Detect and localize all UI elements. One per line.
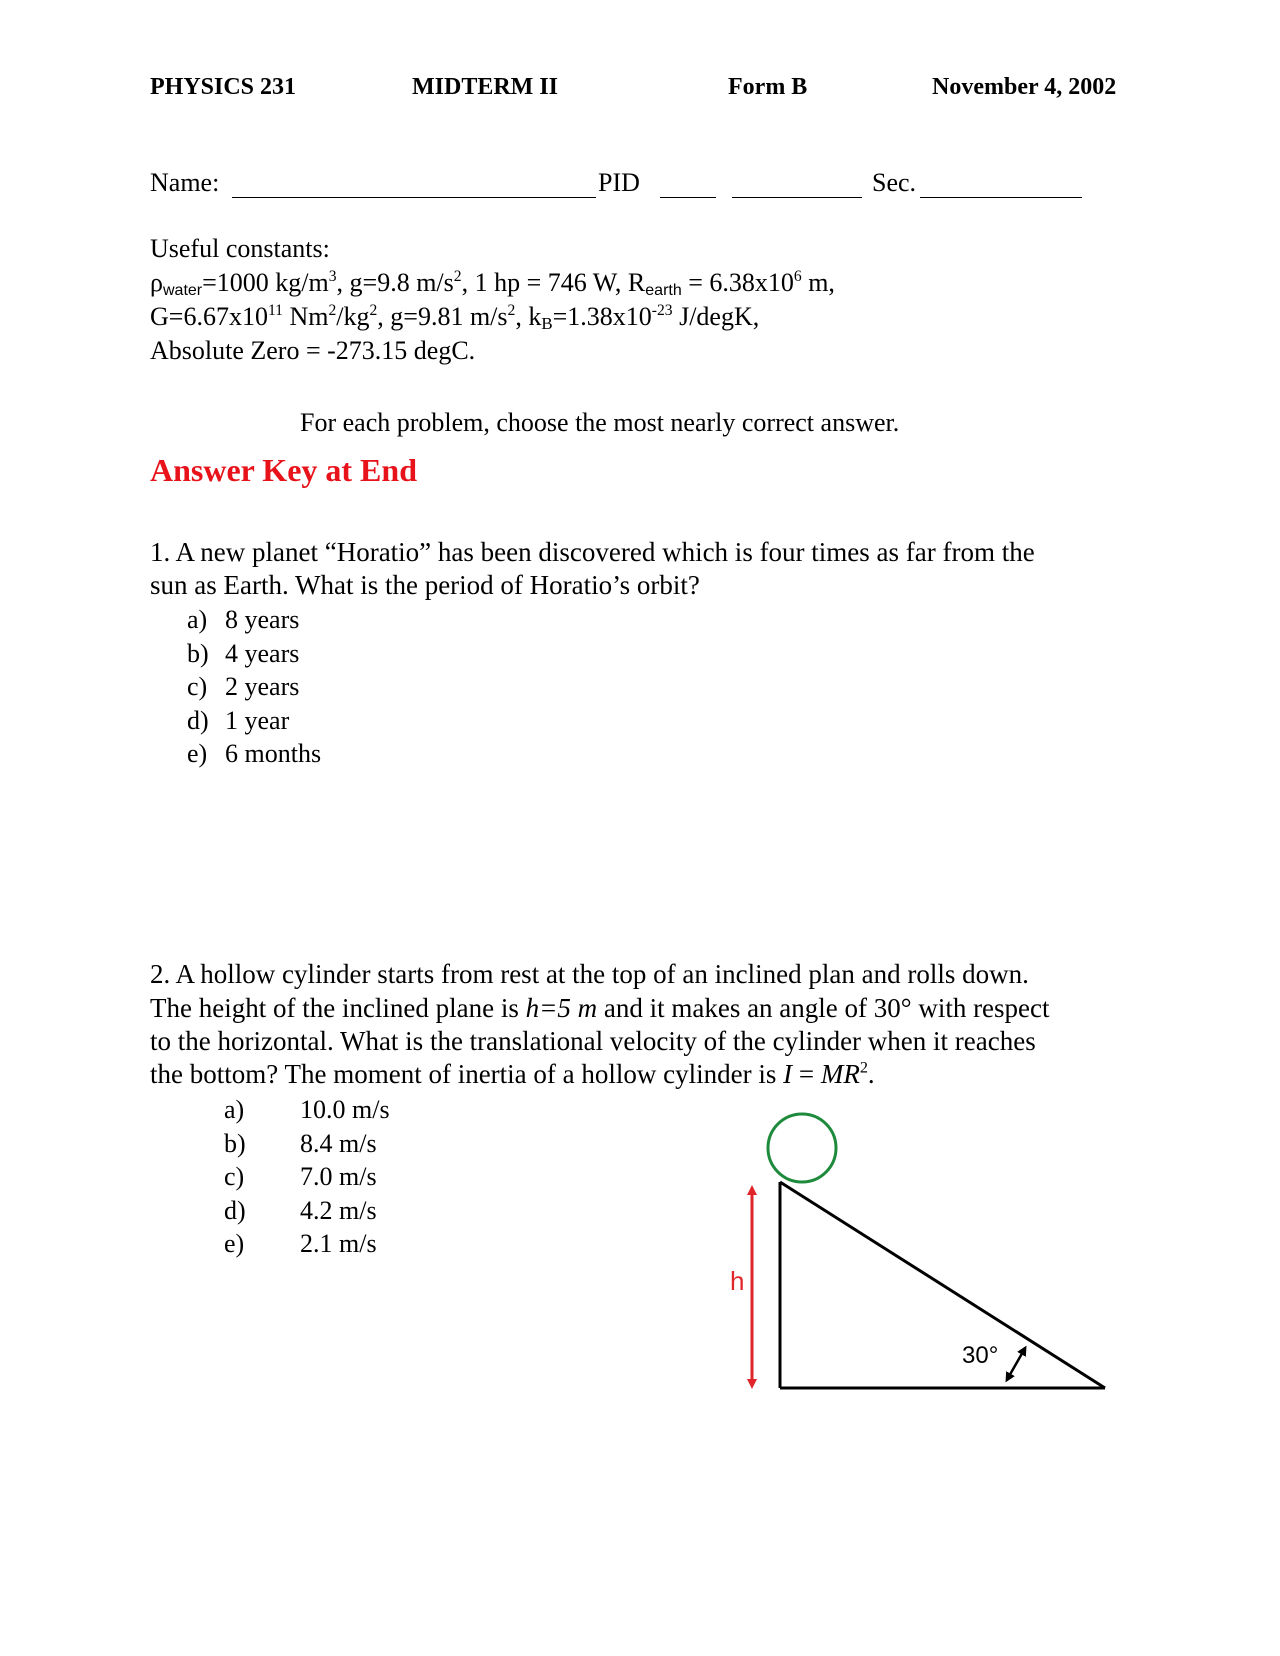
angle-label: 30° (962, 1342, 999, 1369)
q1-text-line-1: 1. A new planet “Horatio” has been discovered which is four times as far from the (150, 537, 1035, 567)
q2-option-list (224, 1093, 390, 1261)
name-label: Name: (150, 168, 220, 197)
q1-text-line-2: sun as Earth. What is the period of Horatio’s orbit? (150, 570, 700, 600)
q2-option-d[interactable]: d) 4.2 m/s (224, 1195, 377, 1225)
q1-option-a[interactable]: a) 8 years (187, 605, 300, 634)
pid-field-part2[interactable] (732, 197, 862, 198)
exam-date: November 4, 2002 (932, 74, 1117, 100)
constants-heading: Useful constants: (150, 234, 330, 263)
constants-line-1: $\rho_{water}=1000$ $kg/m^3$, g=9.8 $m/s^2$, 1 hp = 746 W, $R_{earth} = 6.38x10^6$ m, (150, 267, 835, 299)
q1-option-e[interactable]: e) 6 months (187, 739, 322, 768)
sec-field[interactable] (920, 197, 1082, 198)
q2-text-line-4: the bottom? The moment of inertia of a hollow cylinder is $I = MR^2$. (150, 1058, 875, 1089)
q2-option-a[interactable]: a) 10.0 m/s (224, 1095, 390, 1124)
q1-option-d[interactable]: d) 1 year (187, 705, 290, 735)
name-field[interactable] (232, 197, 596, 198)
sec-label: Sec. (872, 168, 917, 197)
q1-option-list (187, 603, 321, 771)
height-label: h (730, 1266, 745, 1296)
constants-line-3: Absolute Zero = -273.15 degC. (150, 336, 476, 365)
incline-diagram (700, 1110, 1120, 1400)
q2-text-line-1: 2. A hollow cylinder starts from rest at the top of an inclined plan and rolls down. (150, 959, 1029, 989)
incline-triangle (780, 1182, 1105, 1388)
hollow-cylinder (768, 1114, 836, 1182)
q2-option-c[interactable]: c) 7.0 m/s (224, 1162, 377, 1191)
course-title: PHYSICS 231 (150, 74, 297, 100)
q2-text-line-3: to the horizontal. What is the translational velocity of the cylinder when it reaches (150, 1026, 1036, 1056)
pid-field-part1[interactable] (660, 197, 716, 198)
exam-form: Form B (728, 74, 808, 100)
pid-label: PID (598, 168, 640, 197)
q2-text-line-2: The height of the inclined plane is h=5 m and it makes an angle of 30° with respect (150, 993, 1050, 1023)
answer-key-note: Answer Key at End (150, 452, 417, 488)
instructions: For each problem, choose the most nearly correct answer. (300, 408, 900, 437)
angle-arc-arrow (1008, 1350, 1024, 1378)
constants-line-2: $G=6.67x10^{11}$ $Nm^2/kg^2$, g=9.81 $m/s^2$, $k_B=1.38x10^{-23}$ J/degK, (150, 301, 760, 334)
exam-title: MIDTERM II (412, 74, 559, 100)
q2-option-e[interactable]: e) 2.1 m/s (224, 1229, 377, 1258)
q2-option-b[interactable]: b) 8.4 m/s (224, 1128, 377, 1158)
q1-option-c[interactable]: c) 2 years (187, 672, 300, 701)
q1-option-b[interactable]: b) 4 years (187, 638, 300, 668)
